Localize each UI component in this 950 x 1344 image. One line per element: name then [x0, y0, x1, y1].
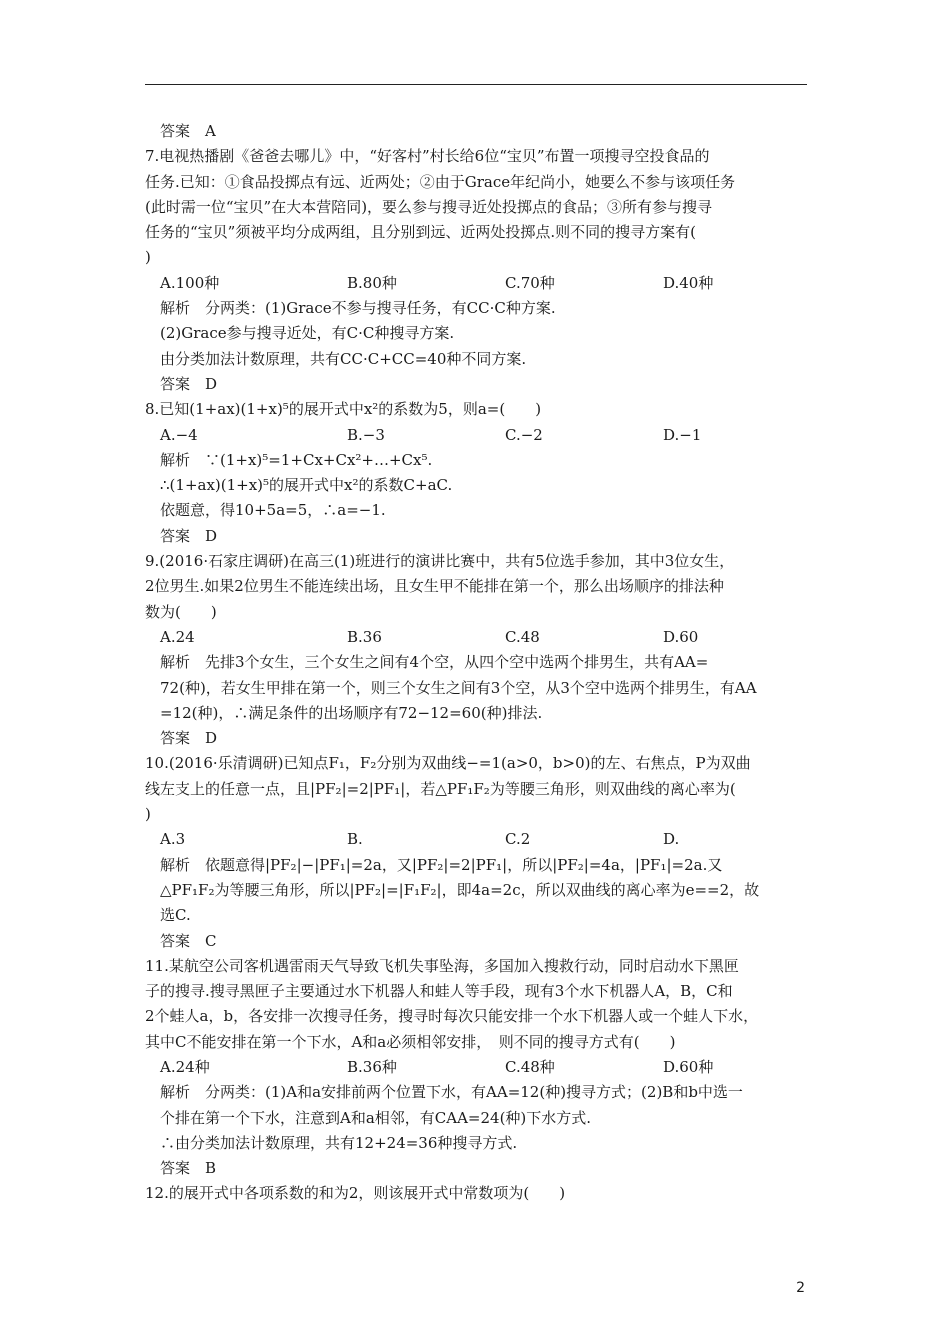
option-a: A.3: [160, 830, 186, 849]
answer-line: 答案 D: [160, 729, 218, 748]
option-d: D.: [663, 830, 680, 849]
question-line: 11.某航空公司客机遇雷雨天气导致飞机失事坠海，多国加入搜救行动，同时启动水下黑匣: [145, 956, 739, 975]
question-line: 线左支上的任意一点，且|PF₂|=2|PF₁|，若△PF₁F₂为等腰三角形，则双曲线的离心率为(: [145, 779, 736, 798]
solution-line: 解析 依题意得|PF₂|−|PF₁|=2a，又|PF₂|=2|PF₁|，所以|PF₂|=4a，|PF₁|=2a.又: [160, 855, 723, 874]
solution-line: 由分类加法计数原理，共有CC·C+CC=40种不同方案.: [160, 349, 527, 368]
options-row: [145, 625, 807, 650]
question-line: 8.已知(1+ax)(1+x)⁵的展开式中x²的系数为5，则a=( ): [145, 400, 542, 419]
option-d: D.60种: [663, 1057, 714, 1076]
answer-line: 答案 D: [160, 374, 218, 393]
answer-line: 答案 A: [160, 122, 216, 140]
option-d: D.40种: [663, 273, 714, 292]
solution-line: 72(种)，若女生甲排在第一个，则三个女生之间有3个空，从3个空中选两个排男生，有AA: [160, 678, 757, 697]
solution-line: ∴(1+ax)(1+x)⁵的展开式中x²的系数C+aC.: [160, 476, 453, 495]
question-line: (此时需一位“宝贝”在大本营陪同)，要么参与搜寻近处投掷点的食品；③所有参与搜寻: [145, 197, 713, 216]
option-a: A.100种: [160, 273, 220, 292]
option-c: C.−2: [505, 425, 543, 444]
solution-line: 解析 先排3个女生，三个女生之间有4个空，从四个空中选两个排男生，共有AA=: [160, 653, 709, 672]
question-line: 10.(2016·乐清调研)已知点F₁，F₂分别为双曲线−=1(a>0，b>0)的左、右焦点，P为双曲: [145, 754, 751, 773]
solution-line: (2)Grace参与搜寻近处，有C·C种搜寻方案.: [160, 324, 455, 343]
question-line: 7.电视热播剧《爸爸去哪儿》中，“好客村”村长给6位“宝贝”布置一项搜寻空投食品的: [145, 147, 710, 166]
solution-line: 个排在第一个下水，注意到A和a相邻，有CAA=24(种)下水方式.: [160, 1108, 592, 1127]
option-b: B.80种: [347, 273, 397, 292]
options-row: [145, 423, 807, 448]
option-d: D.60: [663, 627, 699, 646]
options-row: [145, 1055, 807, 1080]
header-rule: [145, 84, 807, 85]
option-c: C.2: [505, 830, 531, 849]
options-row: [145, 827, 807, 852]
page-number: 2: [796, 1280, 805, 1296]
question-line: 12.的展开式中各项系数的和为2，则该展开式中常数项为( ): [145, 1184, 566, 1203]
solution-line: 选C.: [160, 906, 191, 925]
option-a: A.24种: [160, 1057, 210, 1076]
option-c: C.48: [505, 627, 540, 646]
document-body: [145, 119, 807, 1207]
option-b: B.: [347, 830, 363, 849]
solution-line: ∴由分类加法计数原理，共有12+24=36种搜寻方式.: [160, 1133, 518, 1152]
answer-line: 答案 D: [160, 526, 218, 545]
solution-line: 解析 ∵(1+x)⁵=1+Cx+Cx²+…+Cx⁵.: [160, 450, 433, 469]
option-a: A.24: [160, 627, 195, 646]
option-b: B.−3: [347, 425, 385, 444]
solution-line: △PF₁F₂为等腰三角形，所以|PF₂|=|F₁F₂|，即4a=2c，所以双曲线的离心率为e==2，故: [160, 880, 760, 899]
question-line: 其中C不能安排在第一个下水，A和a必须相邻安排， 则不同的搜寻方式有( ): [145, 1032, 676, 1051]
answer-line: 答案 C: [160, 931, 217, 950]
options-row: [145, 271, 807, 296]
question-line: 9.(2016·石家庄调研)在高三(1)班进行的演讲比赛中，共有5位选手参加，其中3位女生，: [145, 552, 735, 571]
question-line: 任务的“宝贝”须被平均分成两组，且分别到远、近两处投掷点.则不同的搜寻方案有(: [145, 223, 696, 242]
question-line: 数为( ): [145, 602, 217, 621]
question-line: ): [145, 248, 151, 267]
option-c: C.48种: [505, 1057, 555, 1076]
option-b: B.36: [347, 627, 382, 646]
answer-line: 答案 B: [160, 1159, 217, 1178]
question-line: 子的搜寻.搜寻黑匣子主要通过水下机器人和蛙人等手段，现有3个水下机器人A，B，C和: [145, 982, 733, 1001]
solution-line: 解析 分两类：(1)Grace不参与搜寻任务，有CC·C种方案.: [160, 299, 556, 318]
option-a: A.−4: [160, 425, 198, 444]
option-d: D.−1: [663, 425, 702, 444]
option-c: C.70种: [505, 273, 555, 292]
solution-line: 解析 分两类：(1)A和a安排前两个位置下水，有AA=12(种)搜寻方式；(2)B和b中选一: [160, 1083, 743, 1102]
solution-line: 依题意，得10+5a=5，∴a=−1.: [160, 501, 386, 520]
question-line: 任务.已知：①食品投掷点有远、近两处；②由于Grace年纪尚小，她要么不参与该项任务: [145, 172, 736, 191]
question-line: ): [145, 805, 151, 824]
option-b: B.36种: [347, 1057, 397, 1076]
question-line: 2位男生.如果2位男生不能连续出场，且女生甲不能排在第一个，那么出场顺序的排法种: [145, 577, 724, 596]
solution-line: =12(种)，∴满足条件的出场顺序有72−12=60(种)排法.: [160, 703, 543, 722]
question-line: 2个蛙人a，b，各安排一次搜寻任务，搜寻时每次只能安排一个水下机器人或一个蛙人下水，: [145, 1007, 759, 1026]
